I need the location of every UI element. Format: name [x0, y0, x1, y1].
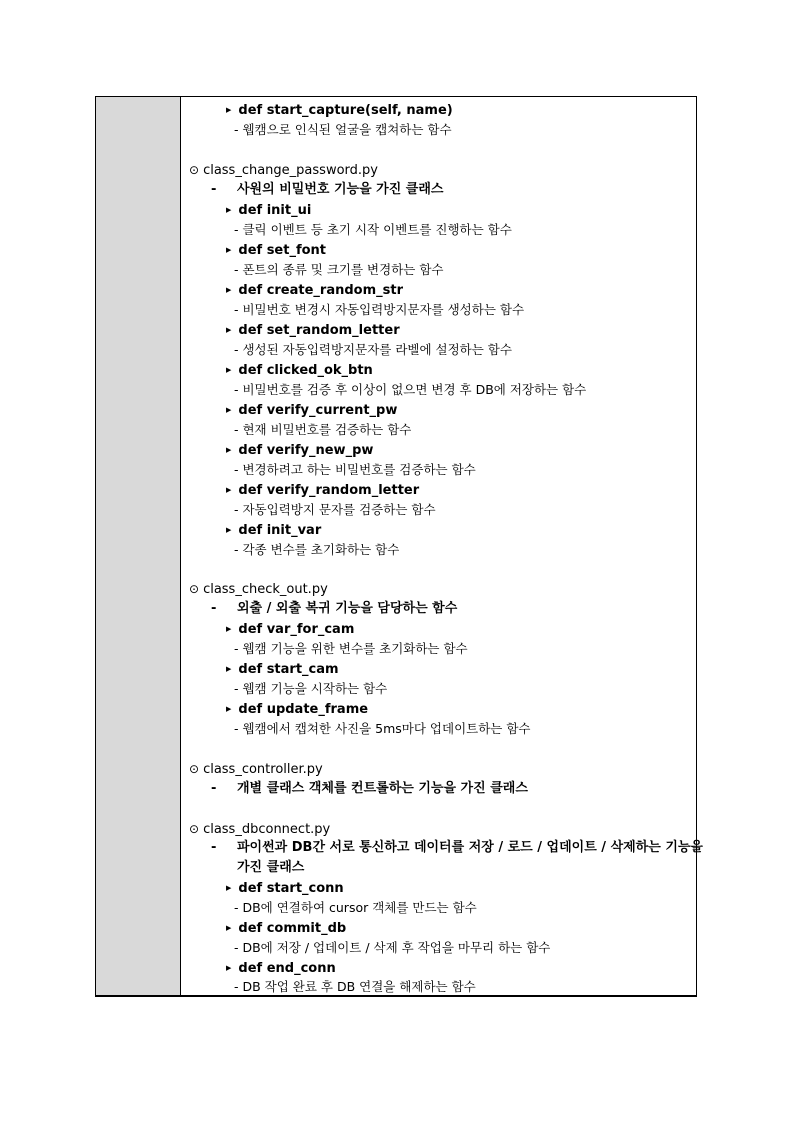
text-label: def verify_current_pw — [238, 403, 398, 418]
function-description: - 웹캠 기능을 위한 변수를 초기화하는 함수 — [234, 641, 468, 656]
function-item — [226, 659, 339, 679]
text-label: def clicked_ok_btn — [238, 363, 373, 378]
function-description: - 웹캠으로 인식된 얼굴을 캡쳐하는 함수 — [234, 122, 452, 137]
circle-dot-icon: ⊙ — [189, 762, 200, 776]
table-label-cell — [96, 97, 181, 995]
text-label: def set_random_letter — [238, 323, 400, 338]
text-label: def commit_db — [238, 921, 347, 936]
table-content-cell — [181, 97, 703, 995]
text-label: 외출 / 외출 복귀 기능을 담당하는 함수 — [237, 601, 458, 616]
text-label: def verify_random_letter — [238, 483, 420, 498]
class-summary: - 사원의 비밀번호 기능을 가진 클래스 — [211, 182, 444, 197]
function-description: - DB에 연결하여 cursor 객체를 만드는 함수 — [234, 900, 477, 915]
function-description: - 비밀번호를 검증 후 이상이 없으면 변경 후 DB에 저장하는 함수 — [234, 382, 587, 397]
function-item — [226, 878, 344, 898]
text-label: class_dbconnect.py — [203, 822, 331, 837]
function-item — [226, 480, 419, 500]
triangle-bullet-icon: ▶ — [226, 486, 232, 494]
triangle-bullet-icon: ▶ — [226, 964, 232, 972]
text-label: class_controller.py — [203, 762, 323, 777]
file-heading — [189, 759, 323, 779]
triangle-bullet-icon: ▶ — [226, 246, 232, 254]
function-description: - 클릭 이벤트 등 초기 시작 이벤트를 진행하는 함수 — [234, 222, 512, 237]
function-description: - 변경하려고 하는 비밀번호를 검증하는 함수 — [234, 462, 476, 477]
text-label: def verify_new_pw — [238, 443, 374, 458]
function-item — [226, 200, 311, 220]
function-item — [226, 280, 403, 300]
triangle-bullet-icon: ▶ — [226, 106, 232, 114]
function-item — [226, 320, 400, 340]
text-label: def create_random_str — [238, 283, 404, 298]
text-label: def start_cam — [238, 662, 339, 677]
function-description: - DB에 저장 / 업데이트 / 삭제 후 작업을 마무리 하는 함수 — [234, 940, 551, 955]
triangle-bullet-icon: ▶ — [226, 366, 232, 374]
text-label: def set_font — [238, 243, 327, 258]
text-label: class_change_password.py — [203, 163, 378, 178]
function-description: - 폰트의 종류 및 크기를 변경하는 함수 — [234, 262, 444, 277]
circle-dot-icon: ⊙ — [189, 822, 200, 836]
function-description: - 생성된 자동입력방지문자를 라벨에 설정하는 함수 — [234, 342, 512, 357]
text-label: def init_var — [238, 523, 322, 538]
function-description: - 비밀번호 변경시 자동입력방지문자를 생성하는 함수 — [234, 302, 525, 317]
triangle-bullet-icon: ▶ — [226, 665, 232, 673]
function-item — [226, 440, 373, 460]
text-label: def var_for_cam — [238, 622, 355, 637]
text-label: 개별 클래스 객체를 컨트롤하는 기능을 가진 클래스 — [237, 781, 528, 796]
content-table — [95, 96, 703, 997]
circle-dot-icon: ⊙ — [189, 582, 200, 596]
file-heading — [189, 160, 378, 180]
triangle-bullet-icon: ▶ — [226, 446, 232, 454]
function-item — [226, 619, 354, 639]
function-item — [226, 699, 368, 719]
class-summary: - 개별 클래스 객체를 컨트롤하는 기능을 가진 클래스 — [211, 781, 528, 796]
triangle-bullet-icon: ▶ — [226, 924, 232, 932]
triangle-bullet-icon: ▶ — [226, 326, 232, 334]
function-item — [226, 400, 397, 420]
function-description: - 웹캠 기능을 시작하는 함수 — [234, 681, 388, 696]
text-label: def end_conn — [238, 961, 336, 976]
text-label: 파이썬과 DB간 서로 통신하고 데이터를 저장 / 로드 / 업데이트 / 삭제하는 기능을 — [237, 840, 703, 855]
triangle-bullet-icon: ▶ — [226, 406, 232, 414]
function-description: - 자동입력방지 문자를 검증하는 함수 — [234, 502, 436, 517]
function-description: - 현재 비밀번호를 검증하는 함수 — [234, 422, 412, 437]
triangle-bullet-icon: ▶ — [226, 705, 232, 713]
file-heading — [189, 579, 328, 599]
triangle-bullet-icon: ▶ — [226, 206, 232, 214]
text-label: def init_ui — [238, 203, 312, 218]
class-summary: - 외출 / 외출 복귀 기능을 담당하는 함수 — [211, 601, 458, 616]
function-item — [226, 100, 453, 120]
triangle-bullet-icon: ▶ — [226, 884, 232, 892]
function-item — [226, 360, 373, 380]
function-description: - 각종 변수를 초기화하는 함수 — [234, 542, 400, 557]
triangle-bullet-icon: ▶ — [226, 526, 232, 534]
function-description: - 웹캠에서 캡쳐한 사진을 5ms마다 업데이트하는 함수 — [234, 721, 531, 736]
triangle-bullet-icon: ▶ — [226, 286, 232, 294]
function-description: - DB 작업 완료 후 DB 연결을 해제하는 함수 — [234, 979, 476, 994]
class-summary-continued: 가진 클래스 — [237, 860, 305, 875]
function-item — [226, 520, 321, 540]
circle-dot-icon: ⊙ — [189, 163, 200, 177]
file-heading — [189, 819, 330, 839]
text-label: class_check_out.py — [203, 582, 328, 597]
text-label: def update_frame — [238, 702, 369, 717]
function-item — [226, 958, 336, 978]
class-summary: - 파이썬과 DB간 서로 통신하고 데이터를 저장 / 로드 / 업데이트 / 삭제하는 기능을 — [211, 840, 703, 855]
text-label: def start_capture(self, name) — [238, 103, 453, 118]
triangle-bullet-icon: ▶ — [226, 625, 232, 633]
function-item — [226, 240, 326, 260]
function-item — [226, 918, 346, 938]
text-label: def start_conn — [238, 881, 344, 896]
text-label: 사원의 비밀번호 기능을 가진 클래스 — [237, 182, 444, 197]
